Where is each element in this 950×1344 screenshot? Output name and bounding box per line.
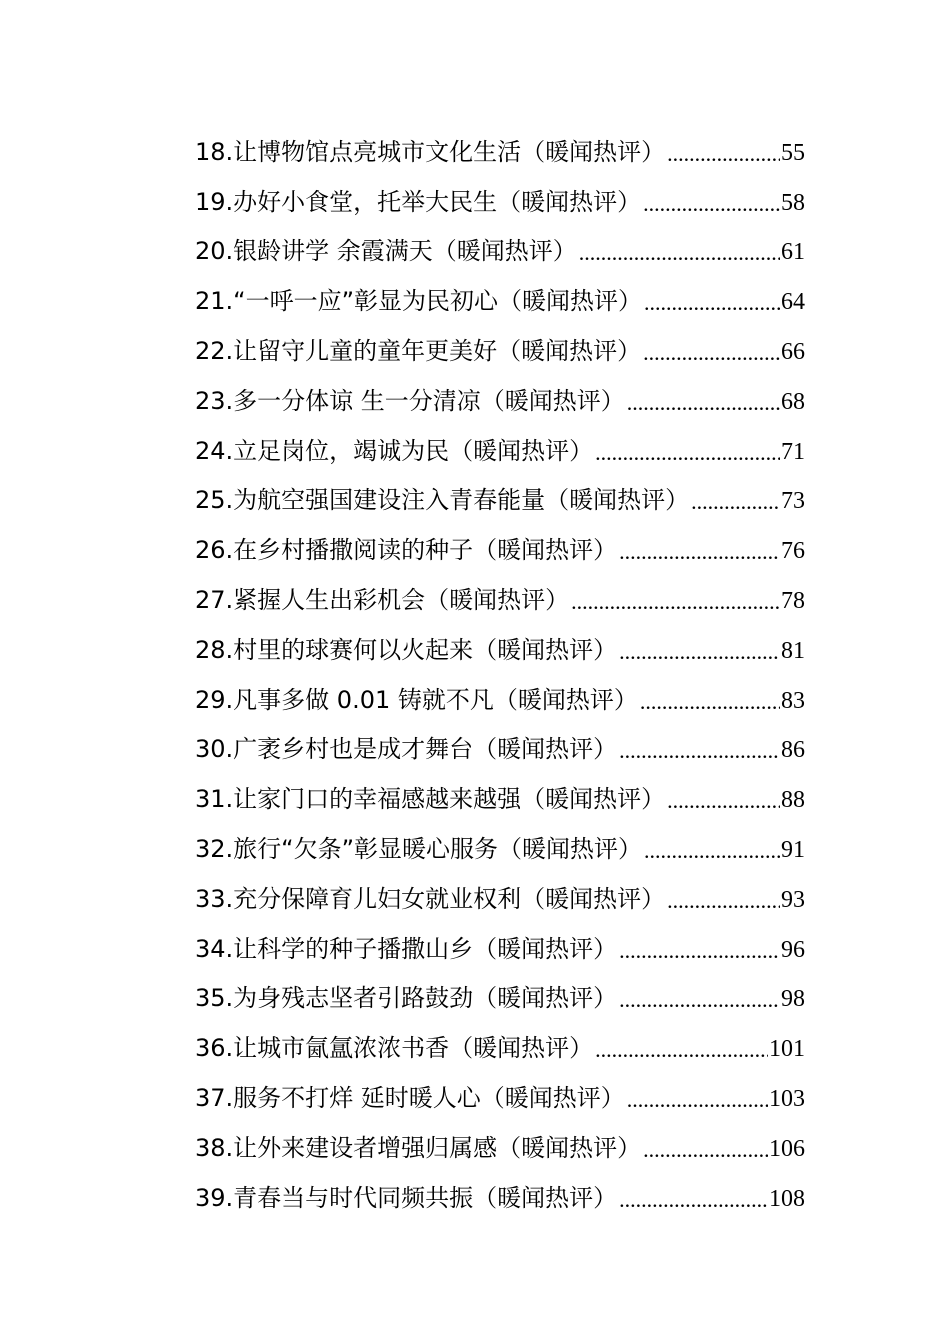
toc-entry[interactable] bbox=[195, 425, 805, 475]
toc-entry-title: 23.多一分体谅 生一分清凉（暖闻热评） bbox=[195, 386, 625, 415]
toc-leader-dots bbox=[643, 1137, 768, 1172]
toc-entry-title: 21.“一呼一应”彰显为民初心（暖闻热评） bbox=[195, 287, 643, 316]
toc-entry-title: 28.村里的球赛何以火起来（暖闻热评） bbox=[195, 635, 618, 664]
toc-entry[interactable] bbox=[195, 973, 805, 1023]
toc-entry-page: 93 bbox=[781, 886, 805, 913]
toc-entry[interactable] bbox=[195, 674, 805, 724]
toc-leader-dots bbox=[619, 1187, 768, 1222]
toc-entry-page: 86 bbox=[781, 737, 805, 764]
toc-leader-dots bbox=[619, 539, 780, 574]
toc-entry-title: 26.在乡村播撒阅读的种子（暖闻热评） bbox=[195, 536, 618, 565]
toc-entry-title: 30.广袤乡村也是成才舞台（暖闻热评） bbox=[195, 735, 618, 764]
toc-entry-title: 34.让科学的种子播撒山乡（暖闻热评） bbox=[195, 934, 618, 963]
toc-entry[interactable] bbox=[195, 375, 805, 425]
toc-entry-title: 35.为身残志坚者引路鼓劲（暖闻热评） bbox=[195, 984, 618, 1013]
toc-entry-page: 55 bbox=[781, 139, 805, 166]
toc-entry-title: 20.银龄讲学 余霞满天（暖闻热评） bbox=[195, 237, 577, 266]
toc-entry[interactable] bbox=[195, 524, 805, 574]
toc-leader-dots bbox=[619, 738, 780, 773]
toc-entry[interactable] bbox=[195, 275, 805, 325]
toc-leader-dots bbox=[627, 1087, 768, 1122]
toc-entry-page: 73 bbox=[781, 488, 805, 515]
toc-entry-page: 96 bbox=[781, 936, 805, 963]
toc-leader-dots bbox=[595, 440, 780, 475]
toc-entry-page: 71 bbox=[781, 438, 805, 465]
toc-entry-title: 36.让城市氤氲浓浓书香（暖闻热评） bbox=[195, 1034, 594, 1063]
toc-entry-page: 91 bbox=[781, 836, 805, 863]
toc-entry[interactable] bbox=[195, 475, 805, 525]
toc-entry-page: 61 bbox=[781, 239, 805, 266]
toc-entry-title: 27.紧握人生出彩机会（暖闻热评） bbox=[195, 585, 570, 614]
toc-entry-page: 58 bbox=[781, 189, 805, 216]
toc-leader-dots bbox=[619, 639, 780, 674]
toc-leader-dots bbox=[571, 589, 780, 624]
toc-entry-title: 18.让博物馆点亮城市文化生活（暖闻热评） bbox=[195, 137, 666, 166]
toc-leader-dots bbox=[619, 938, 780, 973]
toc-entry-page: 66 bbox=[781, 338, 805, 365]
toc-entry[interactable] bbox=[195, 1022, 805, 1072]
toc-entry[interactable] bbox=[195, 724, 805, 774]
toc-entry-title: 32.旅行“欠条”彰显暖心服务（暖闻热评） bbox=[195, 834, 643, 863]
toc-leader-dots bbox=[667, 888, 780, 923]
toc-entry-title: 39.青春当与时代同频共振（暖闻热评） bbox=[195, 1183, 618, 1212]
toc-entry-title: 38.让外来建设者增强归属感（暖闻热评） bbox=[195, 1133, 642, 1162]
toc-entry[interactable] bbox=[195, 1122, 805, 1172]
toc-entry-page: 64 bbox=[781, 289, 805, 316]
toc-leader-dots bbox=[644, 838, 780, 873]
toc-entry-page: 106 bbox=[769, 1135, 805, 1162]
toc-entry[interactable] bbox=[195, 574, 805, 624]
toc-entry-page: 81 bbox=[781, 637, 805, 664]
toc-entry-page: 103 bbox=[769, 1085, 805, 1112]
toc-entry[interactable] bbox=[195, 823, 805, 873]
toc-entry-page: 76 bbox=[781, 538, 805, 565]
toc-leader-dots bbox=[619, 987, 780, 1022]
toc-entry-page: 108 bbox=[769, 1185, 805, 1212]
toc-leader-dots bbox=[691, 489, 780, 524]
toc-entry[interactable] bbox=[195, 176, 805, 226]
toc-entry-page: 98 bbox=[781, 986, 805, 1013]
toc-entry-title: 33.充分保障育儿妇女就业权利（暖闻热评） bbox=[195, 884, 666, 913]
toc-leader-dots bbox=[643, 191, 780, 226]
toc-entry-page: 78 bbox=[781, 587, 805, 614]
toc-leader-dots bbox=[640, 689, 780, 724]
toc-entry-title: 24.立足岗位，竭诚为民（暖闻热评） bbox=[195, 436, 594, 465]
toc-entry-title: 31.让家门口的幸福感越来越强（暖闻热评） bbox=[195, 785, 666, 814]
toc-entry[interactable] bbox=[195, 1072, 805, 1122]
toc-leader-dots bbox=[579, 240, 780, 275]
toc-entry[interactable] bbox=[195, 773, 805, 823]
toc-leader-dots bbox=[667, 788, 780, 823]
toc-leader-dots bbox=[667, 141, 780, 176]
toc-entry[interactable] bbox=[195, 126, 805, 176]
toc-entry-title: 19.办好小食堂，托举大民生（暖闻热评） bbox=[195, 187, 642, 216]
toc-entry-title: 29.凡事多做 0.01 铸就不凡（暖闻热评） bbox=[195, 685, 638, 714]
toc-entry-page: 101 bbox=[769, 1036, 805, 1063]
toc-entry[interactable] bbox=[195, 226, 805, 276]
table-of-contents bbox=[195, 126, 805, 1222]
toc-entry-title: 37.服务不打烊 延时暖人心（暖闻热评） bbox=[195, 1083, 625, 1112]
toc-leader-dots bbox=[595, 1037, 768, 1072]
toc-entry[interactable] bbox=[195, 873, 805, 923]
toc-leader-dots bbox=[643, 340, 780, 375]
toc-entry[interactable] bbox=[195, 624, 805, 674]
toc-entry[interactable] bbox=[195, 1172, 805, 1222]
toc-entry-page: 83 bbox=[781, 687, 805, 714]
toc-entry-page: 68 bbox=[781, 388, 805, 415]
toc-entry-page: 88 bbox=[781, 787, 805, 814]
toc-leader-dots bbox=[644, 290, 780, 325]
toc-entry-title: 25.为航空强国建设注入青春能量（暖闻热评） bbox=[195, 486, 690, 515]
toc-entry-title: 22.让留守儿童的童年更美好（暖闻热评） bbox=[195, 336, 642, 365]
toc-leader-dots bbox=[627, 390, 780, 425]
toc-entry[interactable] bbox=[195, 325, 805, 375]
toc-entry[interactable] bbox=[195, 923, 805, 973]
